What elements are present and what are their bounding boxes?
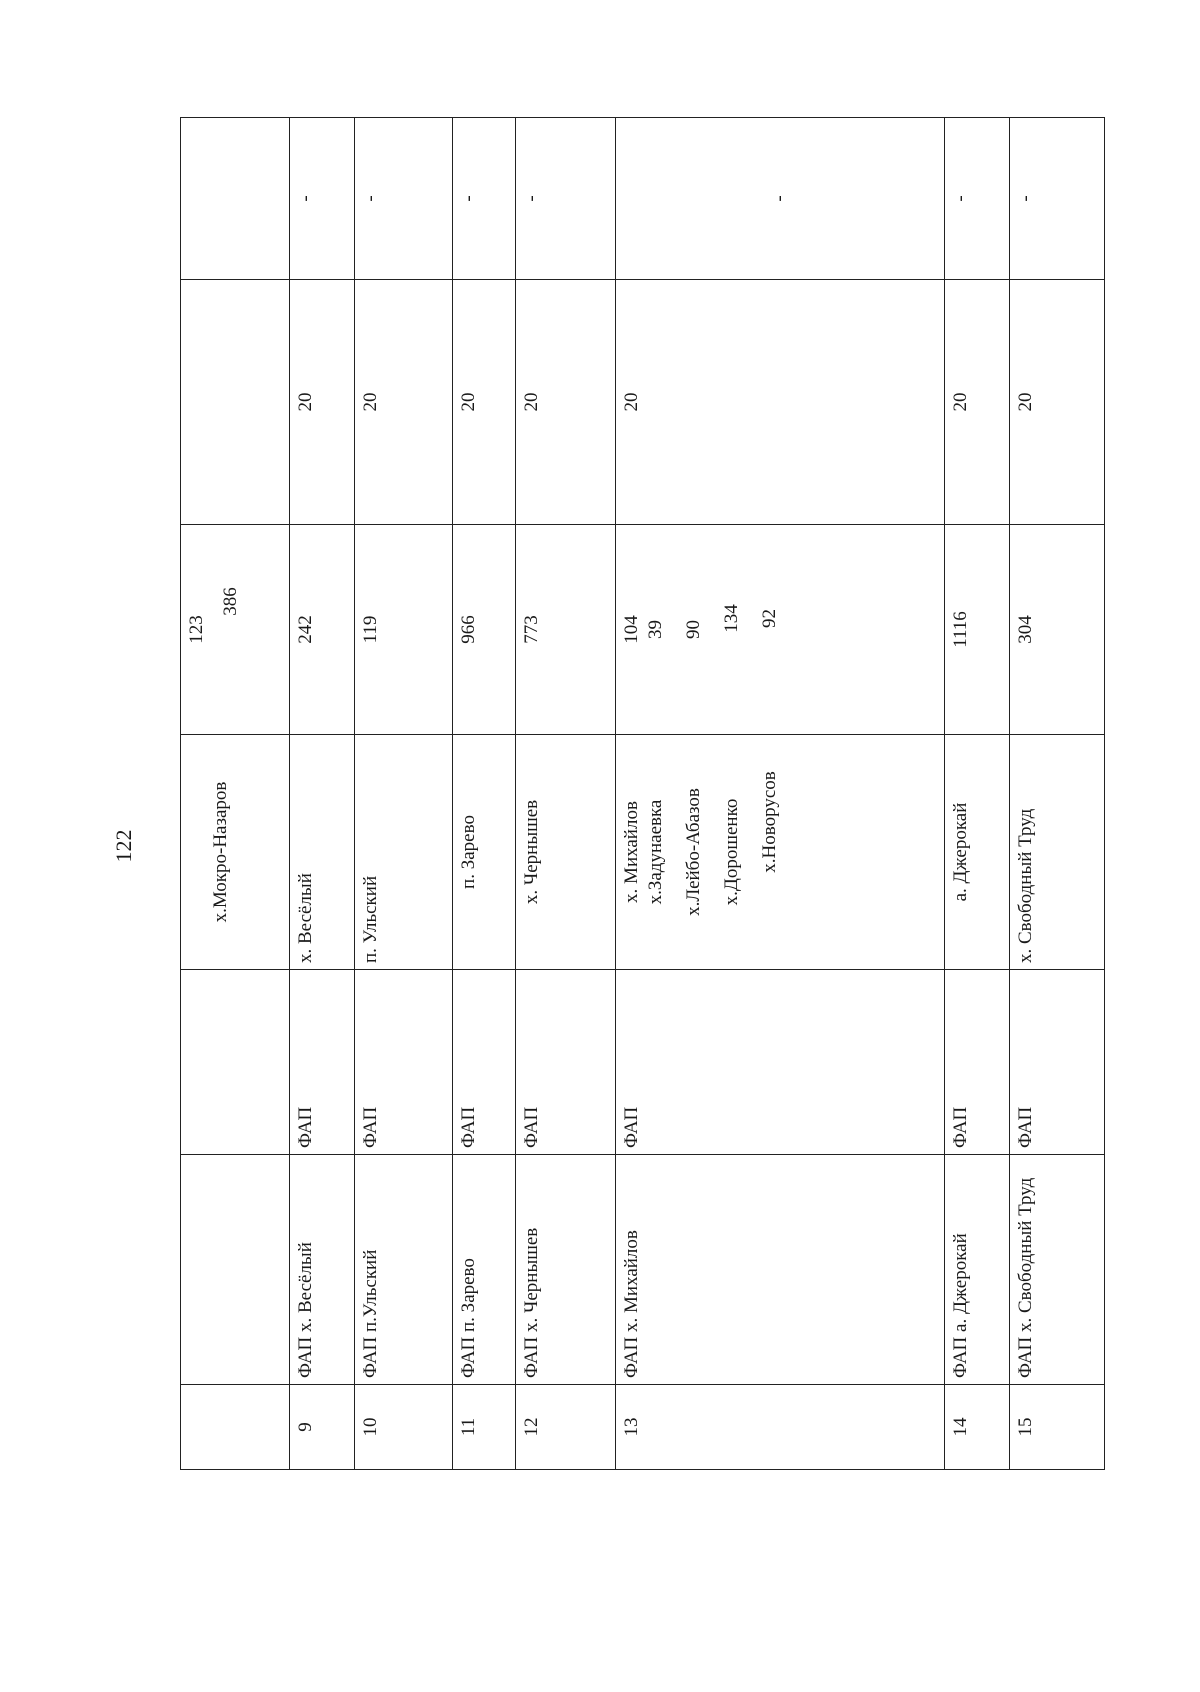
cell-value: 20 (354, 280, 452, 525)
cell-settlement: а. Джерокай (945, 735, 1010, 970)
cell-no: 14 (945, 1385, 1010, 1470)
cell-population: 304 (1010, 525, 1105, 735)
settlement-text: х. Михайлов (621, 801, 643, 903)
cell-population (181, 525, 290, 735)
cell-name: ФАП х. Чернышев (516, 1155, 616, 1385)
population-text: 134 (721, 604, 743, 633)
cell-note: - (516, 118, 616, 280)
table-row (452, 118, 516, 1470)
cell-population (616, 525, 945, 735)
cell-note: - (945, 118, 1010, 280)
table-row (945, 118, 1010, 1470)
cell-type: ФАП (452, 970, 516, 1155)
cell-name: ФАП п.Ульский (354, 1155, 452, 1385)
cell-no: 9 (290, 1385, 355, 1470)
population-text: 39 (645, 620, 667, 639)
cell-value: 20 (616, 280, 945, 525)
cell-note: - (616, 118, 945, 280)
cell-settlement: х. Свободный Труд (1010, 735, 1105, 970)
table-row (516, 118, 616, 1470)
cell-type (181, 970, 290, 1155)
table-row-continuation (181, 118, 290, 1470)
cell-note (181, 118, 290, 280)
cell-type: ФАП (516, 970, 616, 1155)
population-text: 104 (621, 615, 643, 644)
cell-settlement: п. Зарево (452, 735, 516, 970)
cell-no: 15 (1010, 1385, 1105, 1470)
population-text: 386 (220, 587, 241, 616)
table-row (354, 118, 452, 1470)
cell-name: ФАП х. Весёлый (290, 1155, 355, 1385)
cell-name: ФАП х. Свободный Труд (1010, 1155, 1105, 1385)
settlement-text: х.Дорошенко (721, 798, 743, 906)
population-text: 123 (186, 615, 207, 644)
cell-value (181, 280, 290, 525)
settlement-text: х.Лейбо-Абазов (683, 788, 705, 916)
cell-no: 11 (452, 1385, 516, 1470)
cell-no: 12 (516, 1385, 616, 1470)
cell-value: 20 (516, 280, 616, 525)
cell-note: - (354, 118, 452, 280)
cell-name: ФАП х. Михайлов (616, 1155, 945, 1385)
settlement-text: х.Задунаевка (645, 799, 667, 905)
cell-population: 773 (516, 525, 616, 735)
cell-name (181, 1155, 290, 1385)
table-row (290, 118, 355, 1470)
cell-value: 20 (1010, 280, 1105, 525)
table-row (1010, 118, 1105, 1470)
cell-type: ФАП (1010, 970, 1105, 1155)
cell-no: 10 (354, 1385, 452, 1470)
cell-population: 119 (354, 525, 452, 735)
cell-note: - (452, 118, 516, 280)
cell-no (181, 1385, 290, 1470)
cell-population: 242 (290, 525, 355, 735)
facilities-table (180, 117, 1105, 1470)
cell-note: - (1010, 118, 1105, 280)
cell-note: - (290, 118, 355, 280)
cell-settlement (181, 735, 290, 970)
population-text: 92 (759, 609, 781, 628)
cell-name: ФАП п. Зарево (452, 1155, 516, 1385)
cell-settlement: х. Весёлый (290, 735, 355, 970)
cell-name: ФАП а. Джерокай (945, 1155, 1010, 1385)
cell-population: 1116 (945, 525, 1010, 735)
cell-settlement: х. Чернышев (516, 735, 616, 970)
cell-value: 20 (290, 280, 355, 525)
table-row (616, 118, 945, 1470)
cell-type: ФАП (616, 970, 945, 1155)
cell-settlement (616, 735, 945, 970)
cell-population: 966 (452, 525, 516, 735)
population-text: 90 (683, 620, 705, 639)
cell-type: ФАП (354, 970, 452, 1155)
page-number: 122 (111, 829, 136, 863)
cell-type: ФАП (945, 970, 1010, 1155)
settlement-text: х.Новорусов (759, 771, 781, 873)
rotated-table-wrapper (180, 118, 1105, 1470)
cell-value: 20 (452, 280, 516, 525)
cell-no: 13 (616, 1385, 945, 1470)
cell-settlement: п. Ульский (354, 735, 452, 970)
cell-value: 20 (945, 280, 1010, 525)
cell-type: ФАП (290, 970, 355, 1155)
settlement-text: х.Мокро-Назаров (210, 781, 231, 923)
